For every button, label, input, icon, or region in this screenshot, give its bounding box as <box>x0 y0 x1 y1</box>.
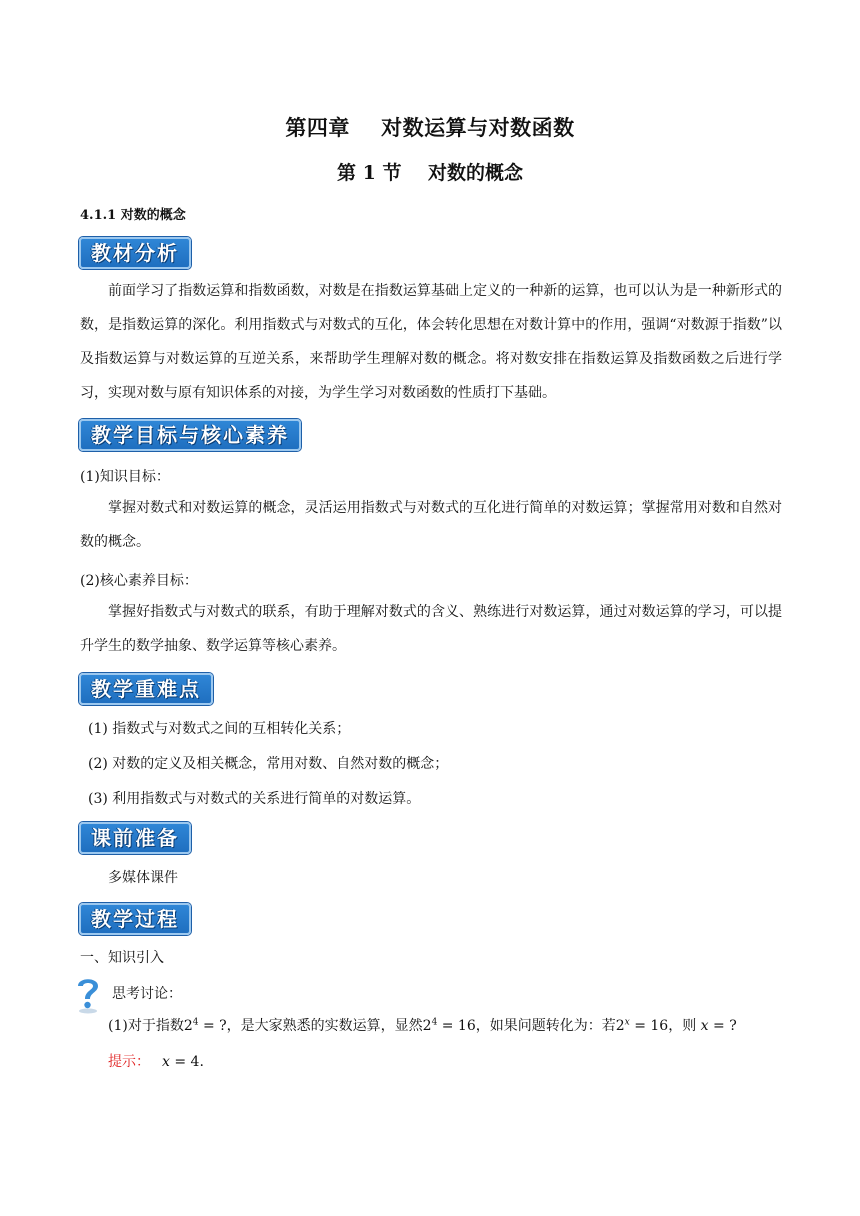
q1-base-3: 2 <box>615 1018 625 1034</box>
badge-process: 教学过程 <box>79 903 191 935</box>
badge-analysis: 教材分析 <box>79 237 191 269</box>
core-goal-text: 掌握好指数式与对数式的联系，有助于理解对数式的含义、熟练进行对数运算，通过对数运算的学习，可以提升学生的数学抽象、数学运算等核心素养。 <box>80 604 782 654</box>
q1-text-b: ，是大家熟悉的实数运算，显然 <box>226 1018 423 1034</box>
question-icon <box>73 974 103 1014</box>
key-point-item: (2) 对数的定义及相关概念，常用对数、自然对数的概念； <box>88 756 449 772</box>
q1-eq-1: = ? <box>198 1018 227 1034</box>
hint-label: 提示： <box>108 1054 150 1070</box>
q1-text-a: (1)对于指数 <box>108 1018 184 1034</box>
badge-prep: 课前准备 <box>79 822 191 854</box>
section-title: 第 1 节 对数的概念 <box>337 162 523 184</box>
q1-eq-4: = ? <box>708 1018 737 1034</box>
key-point-item: (3) 利用指数式与对数式的关系进行简单的对数运算。 <box>88 791 421 807</box>
knowledge-goal-text: 掌握对数式和对数运算的概念，灵活运用指数式与对数式的互化进行简单的对数运算；掌握常用对数和自然对数的概念。 <box>80 500 782 550</box>
q1-base-2: 2 <box>422 1018 432 1034</box>
q1-var: x <box>700 1018 709 1034</box>
hint-line <box>108 1052 204 1072</box>
q1-eq-3: = 16 <box>629 1018 669 1034</box>
knowledge-goal-label: (1)知识目标： <box>80 469 170 485</box>
subsection-heading: 4.1.1 对数的概念 <box>80 208 186 223</box>
q1-exp-2: 4 <box>431 1017 438 1028</box>
q1-base-1: 2 <box>183 1018 193 1034</box>
key-point-item: (1) 指数式与对数式之间的互相转化关系； <box>88 721 351 737</box>
question-1 <box>108 1016 737 1036</box>
hint-var: x <box>162 1054 170 1070</box>
q1-exp-3: x <box>624 1017 630 1028</box>
core-goal-label: (2)核心素养目标： <box>80 573 198 589</box>
analysis-paragraph: 前面学习了指数运算和指数函数，对数是在指数运算基础上定义的一种新的运算，也可以认为是一种新形式的数，是指数运算的深化。利用指数式与对数式的互化，体会转化思想在对数计算中的作用，强调“对数源于指数”以及指数运算与对数运算的互逆关系，来帮助学生理解对数的概念。将对数安排在指数运算及指数函数之后进行学习，实现对数与原有知识体系的对接，为学生学习对数函数的性质打下基础。 <box>80 283 782 401</box>
badge-key-points: 教学重难点 <box>79 673 213 705</box>
q1-text-c: ，如果问题转化为：若 <box>475 1018 616 1034</box>
q1-text-d: ，则 <box>668 1018 701 1034</box>
discussion-label: 思考讨论： <box>112 986 182 1002</box>
q1-eq-2: = 16 <box>437 1018 476 1034</box>
intro-heading: 一、知识引入 <box>80 950 164 966</box>
chapter-title: 第四章 对数运算与对数函数 <box>285 115 575 140</box>
hint-eq: = 4. <box>169 1054 204 1070</box>
prep-text: 多媒体课件 <box>108 870 178 886</box>
badge-goals: 教学目标与核心素养 <box>79 419 301 451</box>
q1-exp-1: 4 <box>192 1017 199 1028</box>
